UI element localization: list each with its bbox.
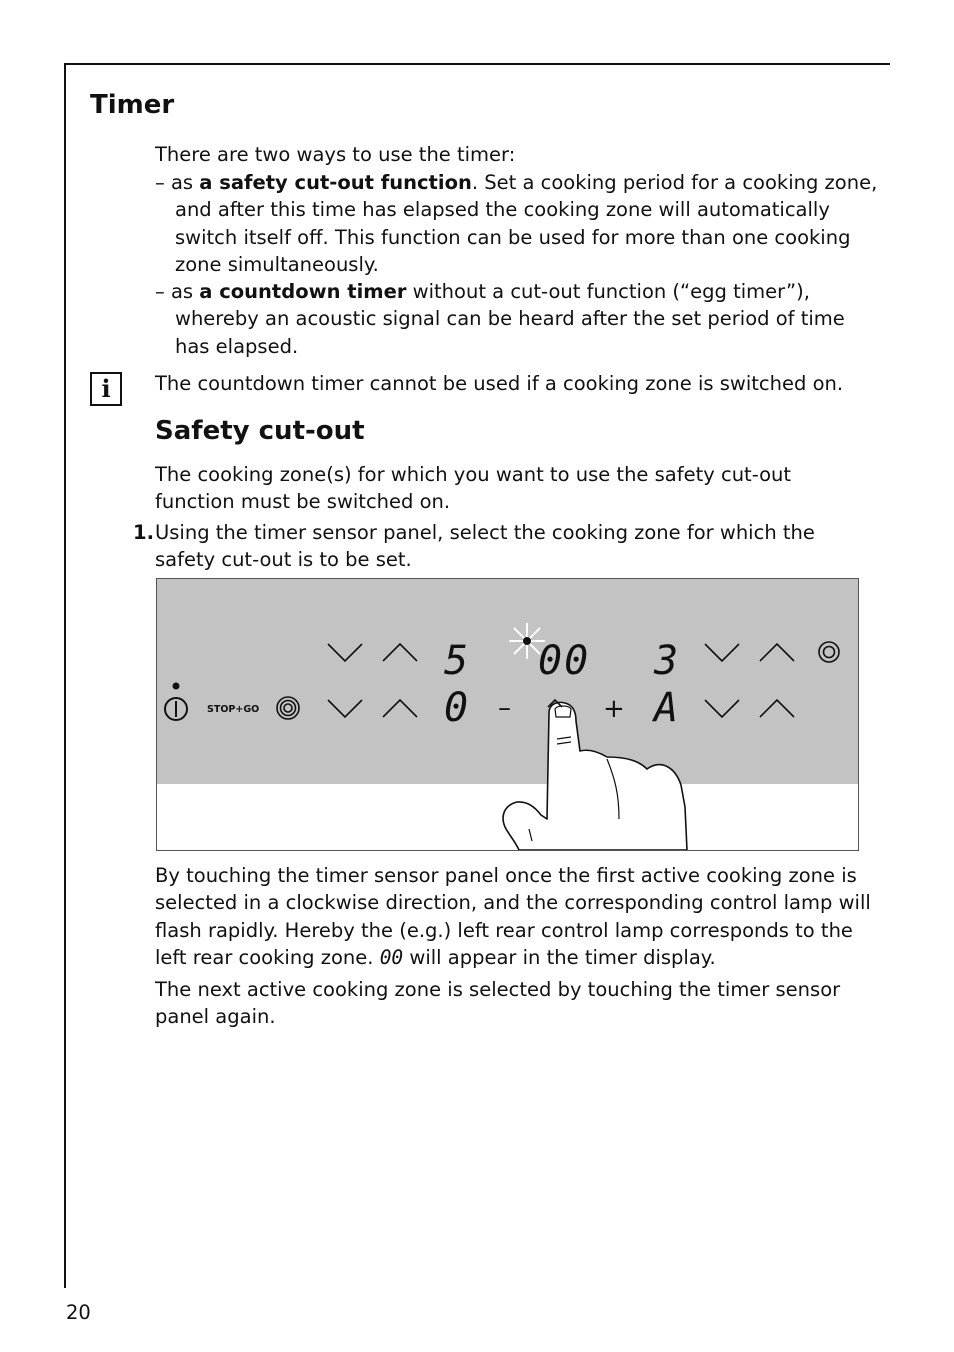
display-left-bottom: 0	[444, 685, 469, 731]
plus-label: +	[603, 694, 625, 724]
para-next-zone: The next active cooking zone is selected by touching the timer sensor panel again.	[155, 978, 841, 1029]
control-panel-illustration	[156, 578, 859, 851]
page-number: 20	[66, 1301, 91, 1324]
safety-intro: The cooking zone(s) for which you want to use the safety cut-out function must be switched on.	[155, 463, 792, 514]
para1-part-b: will appear in the timer display.	[403, 945, 716, 969]
bullet-safety-cutout	[155, 169, 880, 278]
display-timer: 00	[538, 638, 591, 684]
info-icon: i	[90, 372, 122, 406]
panel-svg	[157, 579, 858, 850]
bullet2-bold: a countdown timer	[199, 280, 407, 303]
bullet-countdown	[155, 278, 880, 360]
frame-top-rule	[64, 63, 890, 65]
bullet2-dash: – as	[155, 280, 200, 303]
para1-part-a: By touching the timer sensor panel once the first active cooking zone is selected in a clockwise direction, and the corresponding control lamp will flash rapidly. Hereby the (e.g.) left rear control lamp corresponds to the left rear cooking zone.	[155, 864, 871, 969]
bullet1-rest: . Set a cooking period for a cooking zone, and after this time has elapsed the cooking zone will automatically switch itself off. This function can be used for more than one cooking zone simultaneously.	[175, 171, 878, 276]
step1-text: Using the timer sensor panel, select the cooking zone for which the safety cut-out is to be set.	[155, 521, 815, 572]
heading-safety-cutout: Safety cut-out	[155, 416, 365, 446]
heading-timer: Timer	[90, 90, 175, 120]
panel-surface	[157, 579, 858, 784]
display-left-top: 5	[444, 638, 469, 684]
display-symbol-00: 00	[379, 945, 404, 969]
info-text: The countdown timer cannot be used if a cooking zone is switched on.	[155, 372, 844, 395]
para-touch-timer	[155, 862, 875, 971]
display-right-top: 3	[654, 638, 679, 684]
bullet2-rest: without a cut-out function (“egg timer”), whereby an acoustic signal can be heard after the set period of time has elapsed.	[175, 280, 845, 358]
bullet1-bold: a safety cut-out function	[199, 171, 472, 194]
bullet1-dash: – as	[155, 171, 200, 194]
step-number: 1.	[133, 521, 154, 544]
power-lamp	[173, 683, 180, 690]
minus-label: –	[498, 693, 511, 723]
intro-text: There are two ways to use the timer:	[155, 143, 516, 166]
frame-left-rule	[64, 63, 66, 1288]
control-lamp	[523, 637, 531, 645]
display-right-bottom: A	[654, 685, 679, 731]
stop-go-label: STOP+GO	[207, 704, 260, 715]
